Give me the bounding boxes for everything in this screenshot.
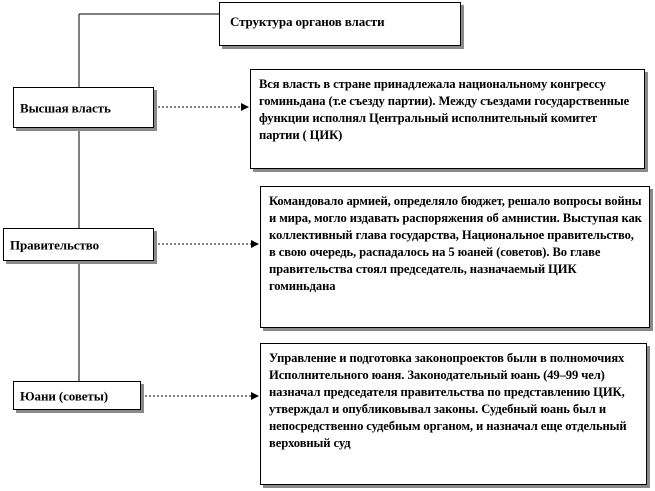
description-box-supreme-power: [250, 69, 645, 169]
level-label: Правительство: [10, 237, 99, 252]
level-description: Вся власть в стране принадлежала национальному конгрессу гоминьдана (т.е съезду партии). Между съездами государственные функции исполнял Центральный исполнительный комитет партии ( ЦИК): [259, 77, 630, 142]
level-label: Юани (советы): [20, 388, 108, 403]
description-box-government: [260, 186, 650, 328]
level-box-government: [3, 228, 154, 261]
level-description: Командовало армией, определяло бюджет, решало вопросы войны и мира, могло издавать распоряжения об амнистии. Выступая как коллективный глава государства, Национальное правительство, в свою очередь, распадалось на 5 юаней (советов). Во главе правительства стоял председатель, назначаемый ЦИК гоминьдана: [269, 194, 642, 293]
level-description: Управление и подготовка законопроектов были в полномочиях Исполнительного юаня. Законодательный юань (49–99 чел) назначал председателя правительства по представлению ЦИК, утверждал и опубликовывал законы. Судебный юань был и непосредственно судебным органом, и назначал еще отдельный верховный суд: [269, 351, 627, 450]
level-box-supreme-power: [13, 87, 154, 128]
description-box-yuans: [260, 343, 647, 485]
title-box: [219, 2, 461, 46]
level-box-yuans: [13, 381, 141, 410]
level-label: Высшая власть: [20, 100, 111, 115]
diagram-title: Структура органов власти: [230, 14, 385, 29]
